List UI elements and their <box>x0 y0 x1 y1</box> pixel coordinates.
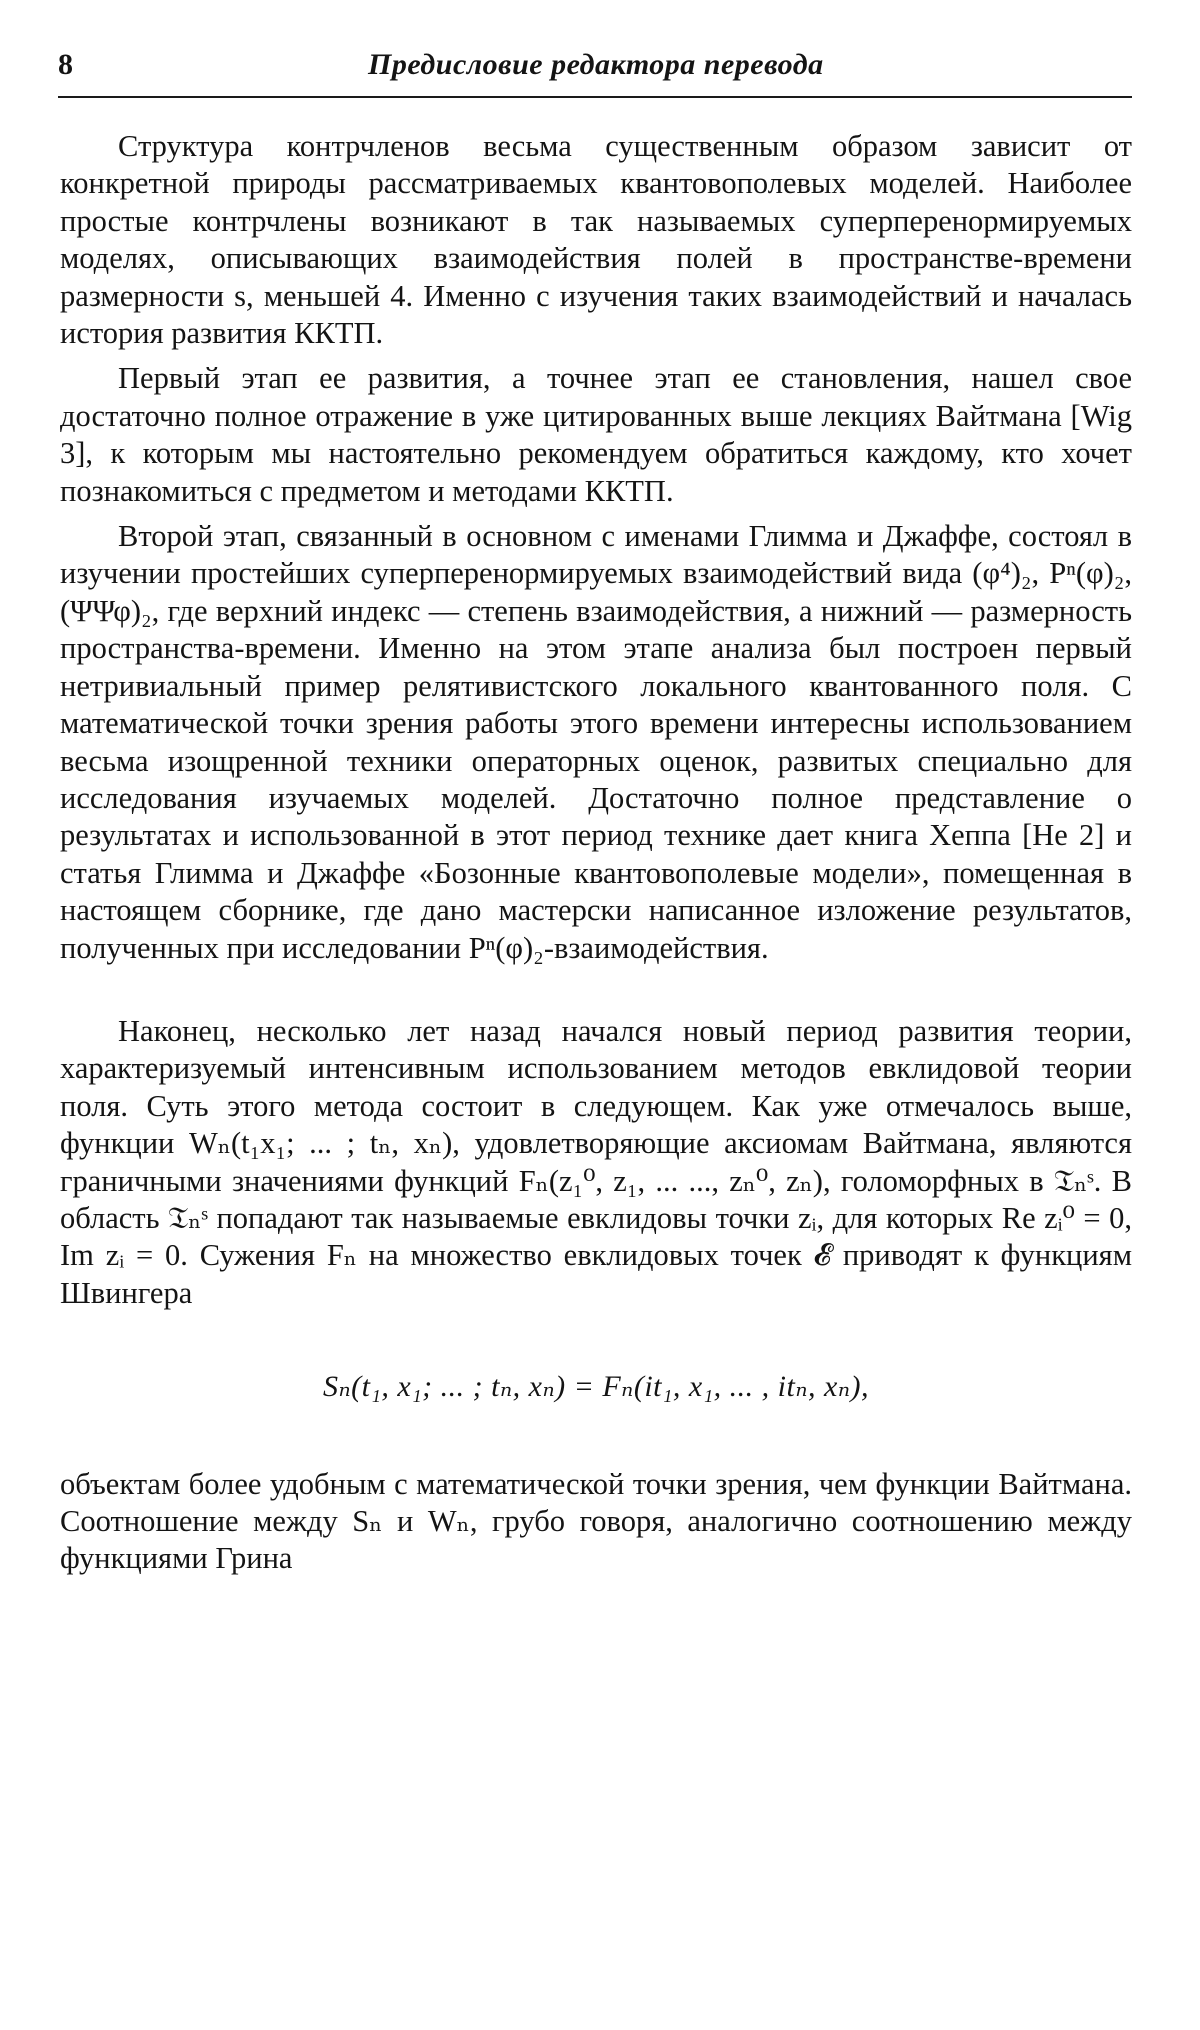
schwinger-formula: Sₙ(t₁, x₁; ... ; tₙ, xₙ) = Fₙ(it₁, x₁, ... , itₙ, xₙ), <box>323 1370 869 1404</box>
page-number: 8 <box>58 48 73 81</box>
running-title: Предисловие редактора перевода <box>368 48 824 81</box>
body-text <box>60 128 1132 1578</box>
paragraph-euclidean-period: Наконец, несколько лет назад начался новый период развития теории, характеризуемый интенсивным использованием методов евклидовой теории поля. Суть этого метода состоит в следующем. Как уже отмечалось выше, функции Wₙ(t₁x₁; ... ; tₙ, xₙ), удовлетворяющие аксиомам Вайтмана, являются граничными значениями функций Fₙ(z₁⁰, z₁, ... ..., zₙ⁰, zₙ), голоморфных в 𝔗ₙˢ. В область 𝔗ₙˢ попадают так называемые евклидовы точки zᵢ, для которых Re zᵢ⁰ = 0, Im zᵢ = 0. Сужения Fₙ на множество евклидовых точек 𝓔 приводят к функциям Швингера <box>60 1013 1132 1310</box>
paragraph-first-stage: Первый этап ее развития, а точнее этап ее становления, нашел свое достаточно полное отражение в уже цитированных выше лекциях Вайтмана [Wig 3], к которым мы настоятельно рекомендуем обратиться каждому, кто хочет познакомиться с предметом и методами ККТП. <box>60 361 1132 508</box>
header-rule <box>58 96 1132 98</box>
paragraph-closing: объектам более удобным с математической точки зрения, чем функции Вайтмана. Соотношение между Sₙ и Wₙ, грубо говоря, аналогично соотношению между функциями Грина <box>60 1466 1132 1576</box>
paragraph-second-stage: Второй этап, связанный в основном с именами Глимма и Джаффе, состоял в изучении простейших суперперенормируемых взаимодействий вида (φ⁴)₂, Pⁿ(φ)₂, (ΨΨφ)₂, где верхний индекс — степень взаимодействия, а нижний — размерность пространства-времени. Именно на этом этапе анализа был построен первый нетривиальный пример релятивистского локального квантованного поля. С математической точки зрения работы этого времени интересны использованием весьма изощренной техники операторных оценок, развитых специально для исследования изучаемых моделей. Достаточно полное представление о результатах и использованной в этот период технике дает книга Хеппа [He 2] и статья Глимма и Джаффе «Бозонные квантовополевые модели», помещенная в настоящем сборнике, где дано мастерски написанное изложение результатов, полученных при исследовании Pⁿ(φ)₂-взаимодействия. <box>60 519 1132 965</box>
paragraph-counterterms: Структура контрчленов весьма существенным образом зависит от конкретной природы рассматриваемых квантовополевых моделей. Наиболее простые контрчлены возникают в так называемых суперперенормируемых моделях, описывающих взаимодействия полей в пространстве-времени размерности s, меньшей 4. Именно с изучения таких взаимодействий и началась история развития ККТП. <box>60 129 1132 351</box>
page-header <box>58 48 1132 88</box>
